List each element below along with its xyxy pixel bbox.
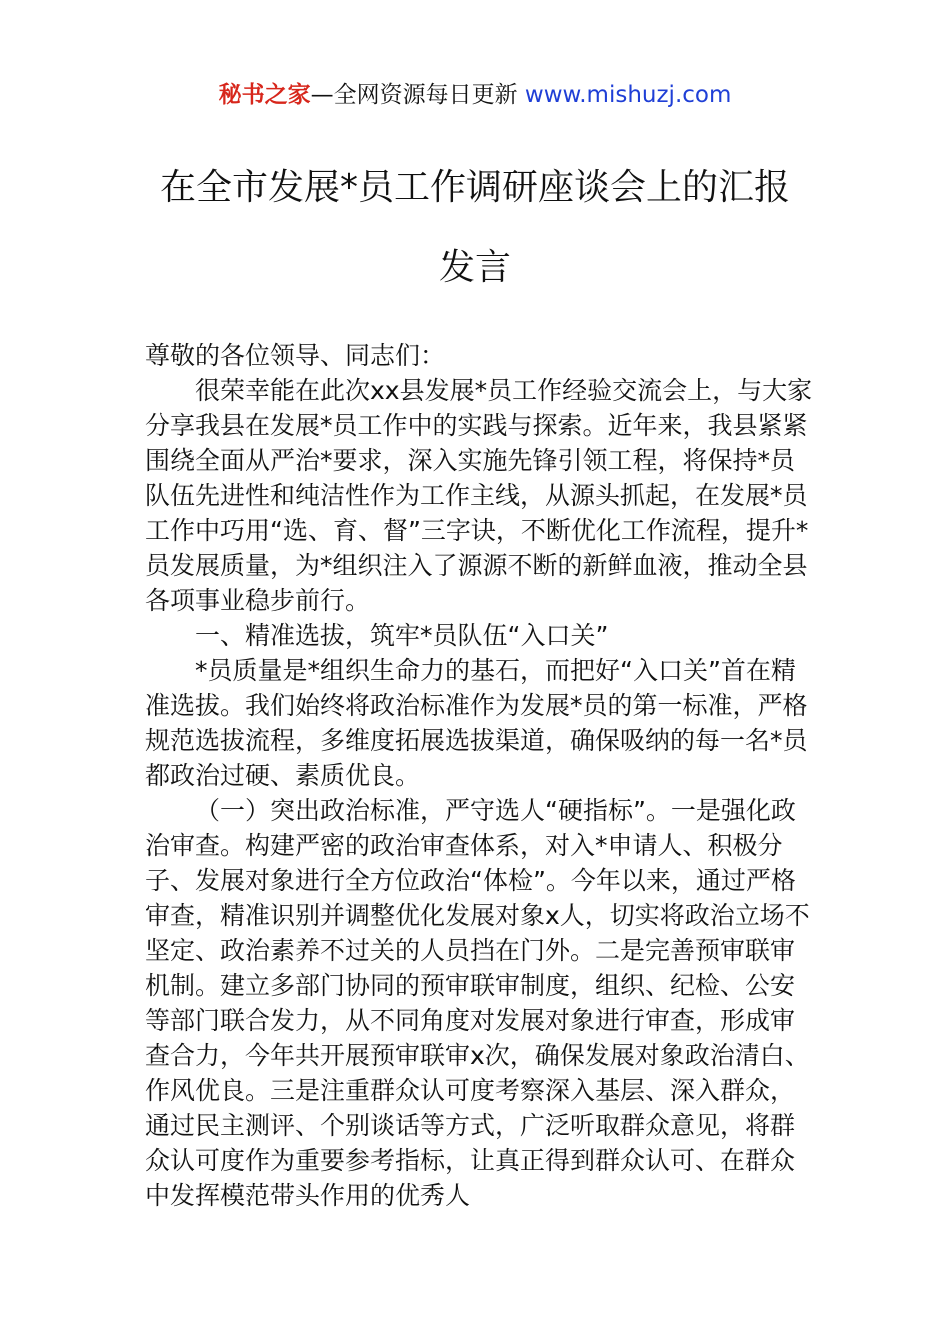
paragraph-subsection-1: （一）突出政治标准，严守选人“硬指标”。一是强化政治审查。构建严密的政治审查体系，对入*申请人、积极分子、发展对象进行全方位政治“体检”。今年以来，通过严格审查，精准识别并调整优化发展对象x人，切实将政治立场不坚定、政治素养不过关的人员挡在门外。二是完善预审联审机制。建立多部门协同的预审联审制度，组织、纪检、公安等部门联合发力，从不同角度对发展对象进行审查，形成审查合力，今年共开展预审联审x次，确保发展对象政治清白、作风优良。三是注重群众认可度考察深入基层、深入群众，通过民主测评、个别谈话等方式，广泛听取群众意见，将群众认可度作为重要参考指标，让真正得到群众认可、在群众中发挥模范带头作用的优秀人 — [145, 796, 810, 1210]
paragraph-intro: 很荣幸能在此次xx县发展*员工作经验交流会上，与大家分享我县在发展*员工作中的实践与探索。近年来，我县紧紧围绕全面从严治*要求，深入实施先锋引领工程，将保持*员队伍先进性和纯洁性作为工作主线，从源头抓起，在发展*员工作中巧用“选、育、督”三字诀，不断优化工作流程，提升*员发展质量，为*组织注入了源源不断的新鲜血液，推动全县各项事业稳步前行。 — [145, 376, 813, 615]
paragraph-section-1: *员质量是*组织生命力的基石，而把好“入口关”首在精准选拔。我们始终将政治标准作为发展*员的第一标准，严格规范选拔流程，多维度拓展选拔渠道，确保吸纳的每一名*员都政治过硬、素质优良。 — [145, 656, 808, 790]
section-heading-1: 一、精准选拔，筑牢*员队伍“入口关” — [195, 621, 609, 650]
document-body — [145, 338, 815, 1213]
title-line-1: 在全市发展*员工作调研座谈会上的汇报 — [159, 167, 790, 208]
site-header — [0, 78, 950, 112]
salutation: 尊敬的各位领导、同志们： — [145, 341, 446, 370]
brand-name: 秘书之家 — [218, 82, 311, 108]
document-title — [0, 148, 950, 308]
site-url[interactable]: www.mishuzj.com — [524, 82, 732, 108]
title-line-2: 发言 — [438, 247, 511, 288]
header-tagline: —全网资源每日更新 — [310, 82, 525, 108]
